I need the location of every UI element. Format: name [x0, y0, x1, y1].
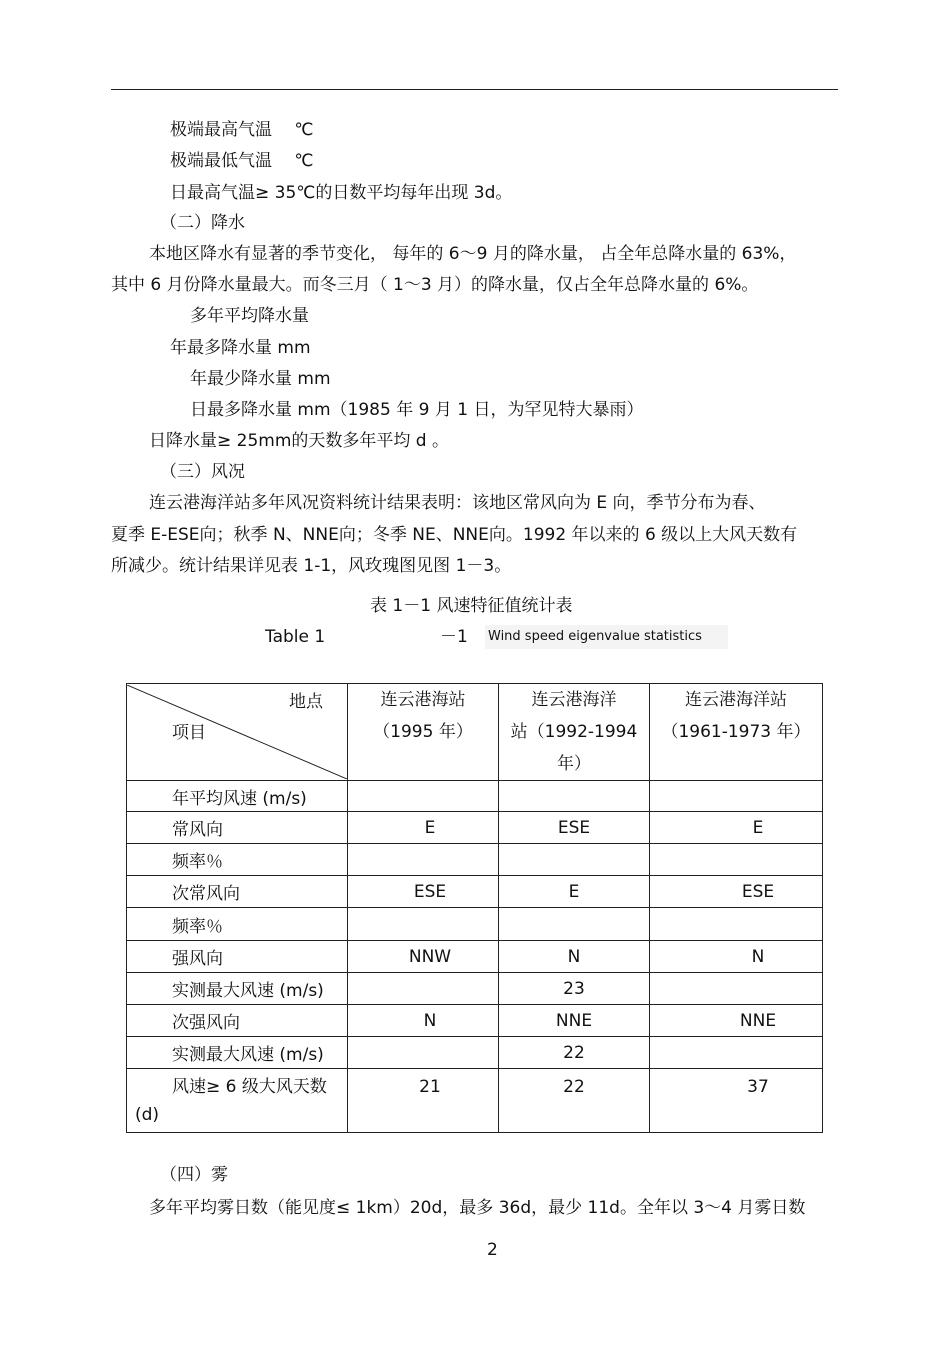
table-row [127, 812, 823, 844]
cell-value [499, 844, 650, 876]
cell-value: N [650, 941, 823, 973]
table-row [127, 1005, 823, 1037]
row-label-line1: 风速≥ 6 级大风天数 [172, 1077, 327, 1097]
daily-max-precip: 日最多降水量 mm（1985 年 9 月 1 日，为罕见特大暴雨） [190, 400, 644, 420]
col-header-1 [348, 684, 499, 781]
table-row [127, 876, 823, 908]
cell-value: E [348, 812, 499, 844]
row-label: 实测最大风速 (m/s) [127, 1037, 348, 1069]
table-caption-en-right: Wind speed eigenvalue statistics [485, 625, 728, 649]
annual-avg-precip: 多年平均降水量 [190, 306, 309, 326]
extreme-max-temp: 极端最高气温 ℃ [170, 120, 314, 140]
table-row [127, 781, 823, 812]
cell-value: 23 [499, 973, 650, 1005]
cell-value [348, 1037, 499, 1069]
cell-value [650, 908, 823, 941]
wind-statistics-table [126, 683, 823, 1133]
table-row [127, 973, 823, 1005]
cell-value: E [499, 876, 650, 908]
row-label: 实测最大风速 (m/s) [127, 973, 348, 1005]
precip-para-line2: 其中 6 月份降水量最大。而冬三月（ 1～3 月）的降水量，仅占全年总降水量的 6%。 [111, 275, 759, 295]
cell-value: NNE [499, 1005, 650, 1037]
col-header-3-line2: （1961-1973 年） [661, 722, 811, 742]
fog-para-line1: 多年平均雾日数（能见度≤ 1km）20d，最多 36d，最少 11d。全年以 3～4 月雾日数 [149, 1198, 806, 1218]
row-label: 次常风向 [127, 876, 348, 908]
row-label: 常风向 [127, 812, 348, 844]
section-wind: （三）风况 [160, 462, 245, 482]
table-caption-cn: 表 1－1 风速特征值统计表 [370, 596, 573, 616]
annual-min-precip: 年最少降水量 mm [190, 369, 331, 389]
cell-value [650, 844, 823, 876]
col-header-2 [499, 684, 650, 781]
cell-value: 37 [650, 1069, 823, 1133]
hot-days-line: 日最高气温≥ 35℃的日数平均每年出现 3d。 [170, 183, 513, 203]
cell-value: E [650, 812, 823, 844]
table-row [127, 1069, 823, 1133]
cell-value [499, 908, 650, 941]
cell-value [499, 781, 650, 812]
cell-value [348, 844, 499, 876]
corner-location-label: 地点 [289, 692, 323, 712]
cell-value: ESE [348, 876, 499, 908]
table-caption-en-left: Table 1 [265, 627, 326, 647]
section-precipitation: （二）降水 [160, 213, 245, 233]
precip-para-line1: 本地区降水有显著的季节变化， 每年的 6～9 月的降水量， 占全年总降水量的 63%， [149, 244, 797, 264]
col-header-1-line2: （1995 年） [373, 722, 473, 742]
cell-value [650, 1037, 823, 1069]
cell-value [650, 973, 823, 1005]
row-label: 频率％ [127, 908, 348, 941]
row-label: 年平均风速 (m/s) [127, 781, 348, 812]
annual-max-precip: 年最多降水量 mm [170, 338, 311, 358]
cell-value: N [348, 1005, 499, 1037]
table-row [127, 844, 823, 876]
col-header-1-line1: 连云港海站 [380, 690, 466, 710]
col-header-2-line2: 站（1992-1994 [510, 722, 638, 742]
heavy-rain-days: 日降水量≥ 25mm的天数多年平均 d 。 [149, 431, 449, 451]
row-label: 次强风向 [127, 1005, 348, 1037]
row-label [127, 1069, 348, 1133]
cell-value [348, 973, 499, 1005]
wind-para-line3: 所减少。统计结果详见表 1-1，风玫瑰图见图 1－3。 [111, 556, 512, 576]
corner-item-label: 项目 [172, 723, 206, 743]
col-header-2-line3: 年） [557, 754, 591, 774]
cell-value: 22 [499, 1069, 650, 1133]
table-row [127, 908, 823, 941]
wind-para-line1: 连云港海洋站多年风况资料统计结果表明：该地区常风向为 E 向，季节分布为春、 [149, 493, 766, 513]
col-header-3-line1: 连云港海洋站 [685, 690, 787, 710]
table-row [127, 1037, 823, 1069]
col-header-2-line1: 连云港海洋 [531, 690, 617, 710]
cell-value: NNE [650, 1005, 823, 1037]
page-number: 2 [487, 1240, 498, 1260]
table-header-row [127, 684, 823, 781]
cell-value: 22 [499, 1037, 650, 1069]
header-rule [111, 89, 838, 90]
extreme-min-temp: 极端最低气温 ℃ [170, 151, 314, 171]
row-label: 频率％ [127, 844, 348, 876]
row-label: 强风向 [127, 941, 348, 973]
cell-value: N [499, 941, 650, 973]
section-fog: （四）雾 [160, 1165, 228, 1185]
table-caption-en-mid: －1 [440, 627, 468, 647]
table-row [127, 941, 823, 973]
wind-para-line2: 夏季 E-ESE向；秋季 N、NNE向；冬季 NE、NNE向。1992 年以来的 6 级以上大风天数有 [111, 525, 798, 545]
cell-value [348, 781, 499, 812]
cell-value: 21 [348, 1069, 499, 1133]
cell-value [650, 781, 823, 812]
cell-value [348, 908, 499, 941]
col-header-3 [650, 684, 823, 781]
row-label-line2: (d) [135, 1105, 160, 1125]
cell-value: ESE [499, 812, 650, 844]
cell-value: ESE [650, 876, 823, 908]
corner-cell [127, 684, 348, 781]
cell-value: NNW [348, 941, 499, 973]
